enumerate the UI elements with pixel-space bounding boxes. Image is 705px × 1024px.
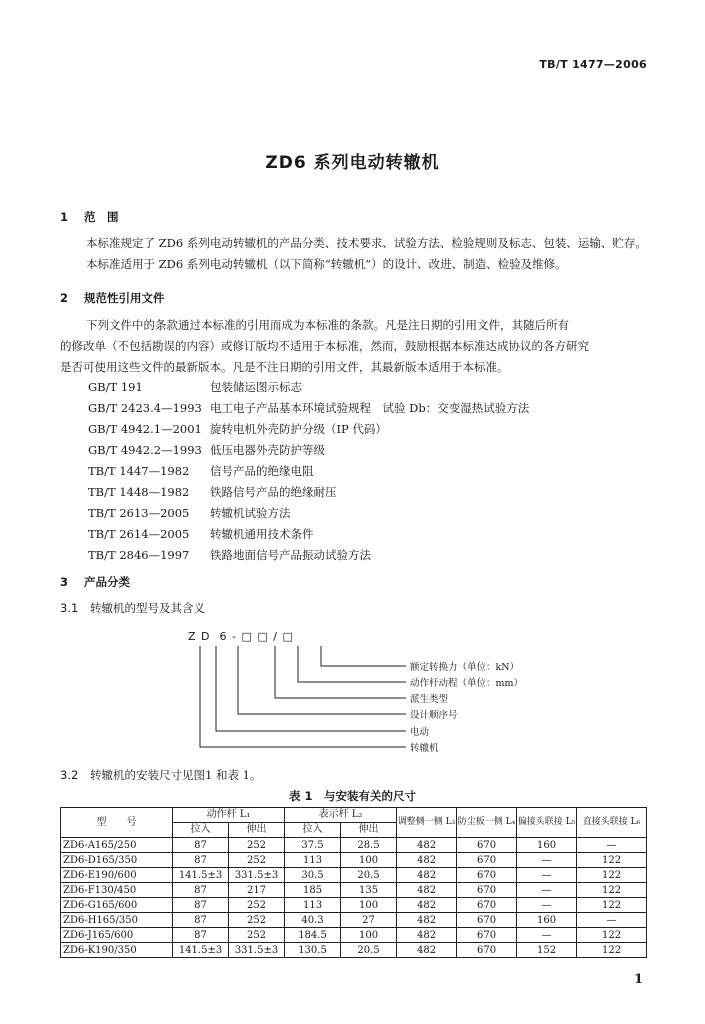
model-label: 派生类型 bbox=[410, 694, 449, 705]
reference-code: GB/T 2423.4—1993 bbox=[88, 401, 202, 415]
header-adjust-side: 调整侧一侧 L₃ bbox=[397, 808, 457, 838]
value-cell: 122 bbox=[577, 883, 647, 898]
value-cell: 87 bbox=[173, 898, 229, 913]
value-cell: 87 bbox=[173, 838, 229, 853]
value-cell: 331.5±3 bbox=[229, 868, 285, 883]
model-cell: ZD6-F130/450 bbox=[61, 883, 173, 898]
value-cell: 670 bbox=[457, 943, 517, 958]
document-title: ZD6 系列电动转辙机 bbox=[265, 153, 440, 173]
scope-paragraph-2: 本标准适用于 ZD6 系列电动转辙机（以下简称“转辙机”）的设计、改进、制造、检验及维修。 bbox=[86, 257, 567, 271]
model-cell: ZD6-J165/600 bbox=[61, 928, 173, 943]
value-cell: 252 bbox=[229, 838, 285, 853]
value-cell: 670 bbox=[457, 838, 517, 853]
value-cell: 122 bbox=[577, 868, 647, 883]
model-cell: ZD6-G165/600 bbox=[61, 898, 173, 913]
section-title: 产品分类 bbox=[84, 575, 130, 589]
model-label: 电动 bbox=[410, 727, 430, 738]
page-number: 1 bbox=[633, 972, 643, 987]
model-label: 额定转换力（单位：kN） bbox=[410, 662, 520, 673]
reference-title: 铁路信号产品的绝缘耐压 bbox=[210, 485, 337, 499]
model-label: 设计顺序号 bbox=[410, 710, 458, 721]
value-cell: — bbox=[577, 838, 647, 853]
value-cell: 87 bbox=[173, 913, 229, 928]
reference-code: TB/T 2846—1997 bbox=[88, 548, 190, 562]
normative-line-2: 的修改单（不包括勘误的内容）或修订版均不适用于本标准，然而，鼓励根据本标准达成协议的各方研究 bbox=[60, 339, 589, 353]
reference-code: TB/T 2614—2005 bbox=[88, 527, 190, 541]
value-cell: — bbox=[517, 868, 577, 883]
reference-code: TB/T 1448—1982 bbox=[88, 485, 190, 499]
value-cell: — bbox=[517, 853, 577, 868]
table-title: 表 1 与安装有关的尺寸 bbox=[288, 789, 416, 803]
section-number: 3 bbox=[60, 575, 69, 589]
leader-line bbox=[216, 646, 406, 731]
section-3-2-heading bbox=[60, 765, 261, 786]
value-cell: 100 bbox=[341, 898, 397, 913]
header-action-rod: 动作杆 L₁ bbox=[173, 808, 285, 823]
header-guard-side: 防尘板一侧 L₄ bbox=[457, 808, 517, 838]
section-number: 3.1 bbox=[60, 601, 79, 615]
table-row bbox=[61, 928, 647, 943]
value-cell: 670 bbox=[457, 898, 517, 913]
value-cell: 87 bbox=[173, 883, 229, 898]
reference-title: 转辙机试验方法 bbox=[210, 506, 291, 520]
reference-title: 低压电器外壳防护等级 bbox=[210, 443, 325, 457]
value-cell: 40.3 bbox=[285, 913, 341, 928]
value-cell: 160 bbox=[517, 913, 577, 928]
value-cell: 482 bbox=[397, 883, 457, 898]
leader-line bbox=[238, 646, 406, 714]
value-cell: 482 bbox=[397, 838, 457, 853]
header-pull-in: 拉入 bbox=[173, 823, 229, 838]
value-cell: 670 bbox=[457, 883, 517, 898]
value-cell: 122 bbox=[577, 943, 647, 958]
table-row bbox=[61, 868, 647, 883]
model-cell: ZD6-A165/250 bbox=[61, 838, 173, 853]
value-cell: 87 bbox=[173, 928, 229, 943]
value-cell: 482 bbox=[397, 853, 457, 868]
value-cell: 670 bbox=[457, 853, 517, 868]
section-number: 2 bbox=[60, 291, 69, 305]
installation-dimensions-table bbox=[60, 807, 647, 958]
leader-line bbox=[275, 646, 406, 698]
header-pull-in: 拉入 bbox=[285, 823, 341, 838]
model-cell: ZD6-D165/350 bbox=[61, 853, 173, 868]
model-cell: ZD6-K190/350 bbox=[61, 943, 173, 958]
model-designation: Z D 6 - □ □ / □ bbox=[188, 630, 294, 643]
reference-code: GB/T 4942.1—2001 bbox=[88, 422, 202, 436]
model-cell: ZD6-H165/350 bbox=[61, 913, 173, 928]
value-cell: 482 bbox=[397, 913, 457, 928]
reference-code: GB/T 191 bbox=[88, 380, 143, 394]
value-cell: 482 bbox=[397, 943, 457, 958]
header-straight-joint: 直接头联接 L₆ bbox=[577, 808, 647, 838]
value-cell: 184.5 bbox=[285, 928, 341, 943]
value-cell: 20.5 bbox=[341, 868, 397, 883]
value-cell: 122 bbox=[577, 898, 647, 913]
header-push-out: 伸出 bbox=[229, 823, 285, 838]
value-cell: 122 bbox=[577, 928, 647, 943]
header-indicator-rod: 表示杆 L₂ bbox=[285, 808, 397, 823]
reference-title: 转辙机通用技术条件 bbox=[210, 527, 314, 541]
header-offset-joint: 偏接头联接 L₅ bbox=[517, 808, 577, 838]
normative-line-1: 下列文件中的条款通过本标准的引用而成为本标准的条款。凡是注日期的引用文件，其随后所有 bbox=[86, 318, 569, 332]
value-cell: 30.5 bbox=[285, 868, 341, 883]
value-cell: 670 bbox=[457, 913, 517, 928]
reference-title: 旋转电机外壳防护分级（IP 代码） bbox=[210, 422, 387, 436]
value-cell: 252 bbox=[229, 913, 285, 928]
section-number: 1 bbox=[60, 210, 69, 224]
table-body bbox=[61, 838, 647, 958]
table-row bbox=[61, 943, 647, 958]
table-row bbox=[61, 913, 647, 928]
value-cell: 252 bbox=[229, 898, 285, 913]
leader-line bbox=[321, 646, 406, 666]
section-number: 3.2 bbox=[60, 768, 79, 782]
table-row bbox=[61, 898, 647, 913]
reference-code: TB/T 1447—1982 bbox=[88, 464, 190, 478]
value-cell: 160 bbox=[517, 838, 577, 853]
table-header-row bbox=[61, 808, 647, 823]
table-row bbox=[61, 838, 647, 853]
section-title: 范 围 bbox=[84, 210, 119, 224]
reference-code: GB/T 4942.2—1993 bbox=[88, 443, 202, 457]
value-cell: 135 bbox=[341, 883, 397, 898]
value-cell: 122 bbox=[577, 853, 647, 868]
value-cell: — bbox=[517, 928, 577, 943]
model-cell: ZD6-E190/600 bbox=[61, 868, 173, 883]
scope-paragraph-1: 本标准规定了 ZD6 系列电动转辙机的产品分类、技术要求、试验方法、检验规则及标志、包装、运输、贮存。 bbox=[86, 236, 647, 250]
standard-code: TB/T 1477—2006 bbox=[539, 58, 647, 71]
section-title: 转辙机的安装尺寸见图1 和表 1。 bbox=[90, 768, 262, 782]
value-cell: 37.5 bbox=[285, 838, 341, 853]
value-cell: 28.5 bbox=[341, 838, 397, 853]
model-label: 转辙机 bbox=[410, 743, 439, 754]
value-cell: 27 bbox=[341, 913, 397, 928]
value-cell: 185 bbox=[285, 883, 341, 898]
section-title: 规范性引用文件 bbox=[84, 291, 165, 305]
value-cell: 20.5 bbox=[341, 943, 397, 958]
value-cell: 670 bbox=[457, 868, 517, 883]
value-cell: 152 bbox=[517, 943, 577, 958]
section-title: 转辙机的型号及其含义 bbox=[90, 601, 205, 615]
value-cell: — bbox=[517, 898, 577, 913]
reference-code: TB/T 2613—2005 bbox=[88, 506, 190, 520]
leader-line bbox=[298, 646, 406, 682]
reference-title: 铁路地面信号产品振动试验方法 bbox=[210, 548, 371, 562]
table-row bbox=[61, 853, 647, 868]
value-cell: 482 bbox=[397, 868, 457, 883]
value-cell: 141.5±3 bbox=[173, 943, 229, 958]
value-cell: 100 bbox=[341, 853, 397, 868]
value-cell: 670 bbox=[457, 928, 517, 943]
value-cell: 482 bbox=[397, 898, 457, 913]
value-cell: 217 bbox=[229, 883, 285, 898]
reference-title: 电工电子产品基本环境试验规程 试验 Db：交变湿热试验方法 bbox=[210, 401, 530, 415]
value-cell: 130.5 bbox=[285, 943, 341, 958]
value-cell: — bbox=[517, 883, 577, 898]
leader-line bbox=[200, 646, 406, 747]
header-model: 型 号 bbox=[61, 808, 173, 838]
value-cell: — bbox=[577, 913, 647, 928]
reference-title: 包装储运图示标志 bbox=[210, 380, 302, 394]
value-cell: 252 bbox=[229, 928, 285, 943]
value-cell: 141.5±3 bbox=[173, 868, 229, 883]
value-cell: 331.5±3 bbox=[229, 943, 285, 958]
value-cell: 113 bbox=[285, 853, 341, 868]
header-push-out: 伸出 bbox=[341, 823, 397, 838]
normative-line-3: 是否可使用这些文件的最新版本。凡是不注日期的引用文件，其最新版本适用于本标准。 bbox=[60, 360, 509, 374]
value-cell: 87 bbox=[173, 853, 229, 868]
value-cell: 100 bbox=[341, 928, 397, 943]
value-cell: 113 bbox=[285, 898, 341, 913]
model-label: 动作杆动程（单位：mm） bbox=[410, 678, 524, 689]
value-cell: 482 bbox=[397, 928, 457, 943]
reference-title: 信号产品的绝缘电阻 bbox=[210, 464, 314, 478]
value-cell: 252 bbox=[229, 853, 285, 868]
table-row bbox=[61, 883, 647, 898]
